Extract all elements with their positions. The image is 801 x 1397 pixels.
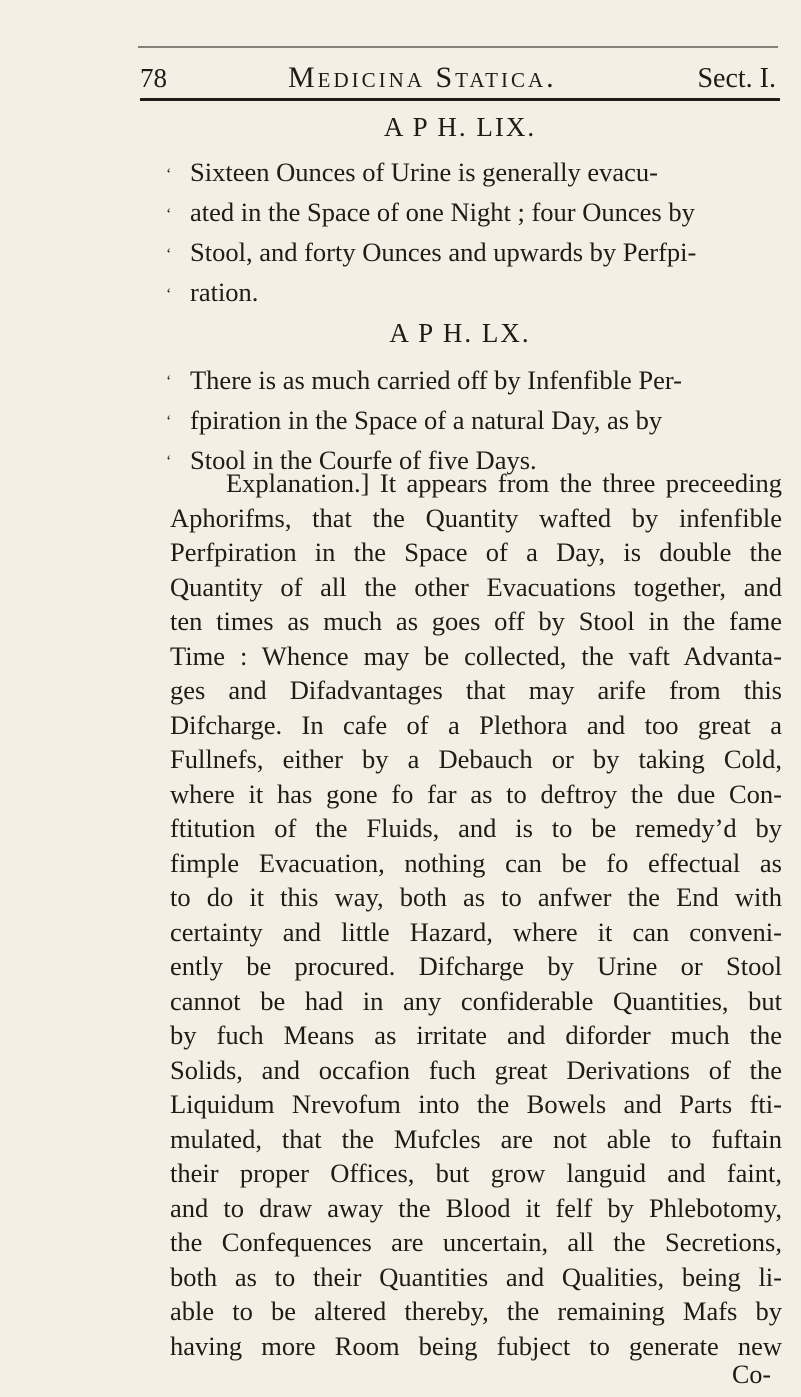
quote-mark: ‘ bbox=[166, 166, 172, 183]
text-line: ges and Difadvantages that may arife from this bbox=[170, 675, 782, 705]
text-line: Explanation.] It appears from the three preceeding bbox=[226, 468, 782, 498]
text-line: Sixteen Ounces of Urine is generally evacu- bbox=[190, 157, 658, 187]
text-line: Liquidum Nrevofum into the Bowels and Parts fti- bbox=[170, 1089, 782, 1119]
top-rule bbox=[138, 46, 778, 48]
explanation-text bbox=[170, 466, 782, 1363]
text-line: where it has gone fo far as to deftroy the due Con- bbox=[170, 778, 782, 809]
page-number: 78 bbox=[140, 63, 167, 93]
text-line: able to be altered thereby, the remaining Mafs by bbox=[170, 1296, 782, 1326]
text-line: Quantity of all the other Evacuations together, and bbox=[170, 571, 782, 602]
text-line: Difcharge. In cafe of a Plethora and too great a bbox=[170, 709, 782, 740]
section-label: Sect. I. bbox=[697, 63, 776, 94]
quote-mark: ‘ bbox=[166, 206, 172, 223]
text-line: ration. bbox=[190, 277, 259, 307]
quote-mark: ‘ bbox=[166, 286, 172, 303]
text-line: Time : Whence may be collected, the vaft Advanta- bbox=[170, 640, 782, 671]
text-line: both as to their Quantities and Qualities, being li- bbox=[170, 1261, 782, 1292]
text-line: Aphorifms, that the Quantity wafted by infenfible bbox=[170, 502, 782, 533]
text-line: fimple Evacuation, nothing can be fo effectual as bbox=[170, 847, 782, 878]
text-line: the Confequences are uncertain, all the Secretions, bbox=[170, 1227, 782, 1257]
text-line: fpiration in the Space of a natural Day, as by bbox=[190, 405, 663, 435]
quote-marks-60 bbox=[166, 362, 182, 482]
text-line: ated in the Space of one Night ; four Ounces by bbox=[190, 197, 695, 227]
text-line: certainty and little Hazard, where it can conveni- bbox=[170, 916, 782, 947]
text-line: ftitution of the Fluids, and is to be remedy’d by bbox=[170, 813, 782, 843]
running-title: Medicina Statica. bbox=[288, 61, 557, 94]
text-line: to do it this way, both as to anfwer the End with bbox=[170, 882, 782, 912]
text-line: ently be procured. Difcharge by Urine or Stool bbox=[170, 951, 782, 981]
aphorism-59-text bbox=[190, 152, 782, 312]
quote-marks-59 bbox=[166, 155, 182, 315]
header-rule bbox=[140, 98, 780, 101]
text-line: mulated, that the Mufcles are not able to fuftain bbox=[170, 1123, 782, 1154]
aphorism-60-heading: A P H. LX. bbox=[389, 318, 531, 348]
text-line: having more Room being fubject to generate new bbox=[170, 1330, 782, 1361]
quote-mark: ‘ bbox=[166, 453, 172, 470]
text-line: and to draw away the Blood it felf by Phlebotomy, bbox=[170, 1192, 782, 1223]
aphorism-60-text bbox=[190, 360, 782, 480]
text-line: ten times as much as goes off by Stool in the fame bbox=[170, 606, 782, 636]
text-line: Perfpiration in the Space of a Day, is double the bbox=[170, 537, 782, 567]
text-line: Stool in the Courfe of five Days. bbox=[190, 445, 537, 475]
text-line: Solids, and occafion fuch great Derivations of the bbox=[170, 1054, 782, 1085]
quote-mark: ‘ bbox=[166, 373, 172, 390]
text-line: their proper Offices, but grow languid and faint, bbox=[170, 1158, 782, 1188]
text-line: cannot be had in any confiderable Quantities, but bbox=[170, 985, 782, 1016]
aphorism-59-heading: A P H. LIX. bbox=[383, 112, 537, 142]
quote-mark: ‘ bbox=[166, 413, 172, 430]
text-line: Fullnefs, either by a Debauch or by taking Cold, bbox=[170, 744, 782, 774]
catchword: Co- bbox=[732, 1360, 771, 1389]
text-line: by fuch Means as irritate and diforder much the bbox=[170, 1020, 782, 1050]
text-line: Stool, and forty Ounces and upwards by Perfpi- bbox=[190, 237, 697, 267]
page-header bbox=[140, 63, 780, 103]
text-line: There is as much carried off by Infenfible Per- bbox=[190, 365, 682, 395]
quote-mark: ‘ bbox=[166, 246, 172, 263]
